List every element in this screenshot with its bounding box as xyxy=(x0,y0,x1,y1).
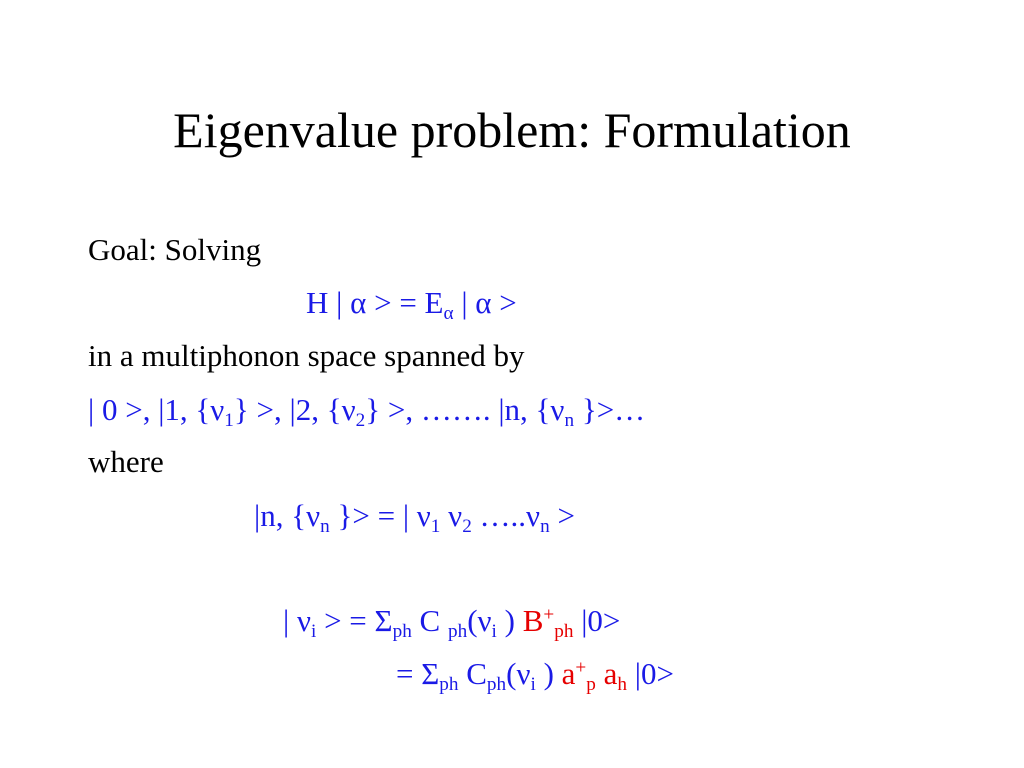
phonon-creation-operator xyxy=(522,603,574,643)
eq-subscript: α xyxy=(443,303,454,325)
main-eigen-equation xyxy=(306,283,517,323)
phonon-expansion-1 xyxy=(283,601,620,641)
space-description: in a multiphonon space spanned by xyxy=(88,338,525,373)
basis-part: } >, |2, {ν xyxy=(233,392,356,427)
operator-superscript: + xyxy=(543,604,555,626)
phonon-expansion-2 xyxy=(396,654,674,694)
operator-subscript: h xyxy=(617,674,627,696)
basis-subscript: 1 xyxy=(224,410,234,432)
phonon-part: (ν xyxy=(467,603,492,638)
operator-subscript: ph xyxy=(554,621,574,643)
basis-subscript: n xyxy=(564,410,575,432)
goal-label: Goal: Solving xyxy=(88,232,262,267)
particle-hole-operators xyxy=(561,656,627,696)
phonon-subscript: i xyxy=(491,621,497,643)
phonon-subscript: i xyxy=(310,621,317,643)
state-subscript: 2 xyxy=(462,516,472,538)
phonon-part: |0> xyxy=(573,603,621,638)
operator-superscript: + xyxy=(575,657,587,679)
basis-states xyxy=(88,390,645,430)
state-part: > xyxy=(549,498,575,533)
state-definition xyxy=(254,496,575,536)
phonon-part: C xyxy=(458,656,487,691)
phonon-subscript: ph xyxy=(392,621,412,643)
phonon-part: C xyxy=(411,603,448,638)
phonon-part: ) xyxy=(496,603,523,638)
basis-subscript: 2 xyxy=(355,410,366,432)
operator-symbol: a xyxy=(561,656,576,691)
phonon-part: |0> xyxy=(626,656,674,691)
state-subscript: n xyxy=(320,516,330,538)
basis-part: } >, ……. |n, {ν xyxy=(365,392,565,427)
state-subscript: n xyxy=(540,516,550,538)
operator-symbol: B xyxy=(522,603,544,638)
basis-part: | 0 >, |1, {ν xyxy=(88,392,225,427)
phonon-part: = Σ xyxy=(396,656,440,691)
state-part: ν xyxy=(440,498,463,533)
state-part: }> = | ν xyxy=(329,498,431,533)
state-part: …..ν xyxy=(471,498,541,533)
slide-title: Eigenvalue problem: Formulation xyxy=(173,102,851,158)
eq-lhs: H | α > = E xyxy=(306,285,444,320)
state-part: |n, {ν xyxy=(254,498,321,533)
operator-subscript: p xyxy=(586,674,596,696)
phonon-part: ) xyxy=(535,656,562,691)
phonon-part: > = Σ xyxy=(316,603,393,638)
eq-rhs: | α > xyxy=(453,285,517,320)
basis-part: }>… xyxy=(574,392,646,427)
where-label: where xyxy=(88,444,164,479)
phonon-subscript: ph xyxy=(447,621,468,643)
phonon-subscript: ph xyxy=(439,674,459,696)
phonon-subscript: ph xyxy=(486,674,507,696)
phonon-subscript: i xyxy=(530,674,536,696)
operator-symbol: a xyxy=(595,656,618,691)
phonon-part: | ν xyxy=(283,603,311,638)
state-subscript: 1 xyxy=(430,516,441,538)
phonon-part: (ν xyxy=(506,656,531,691)
